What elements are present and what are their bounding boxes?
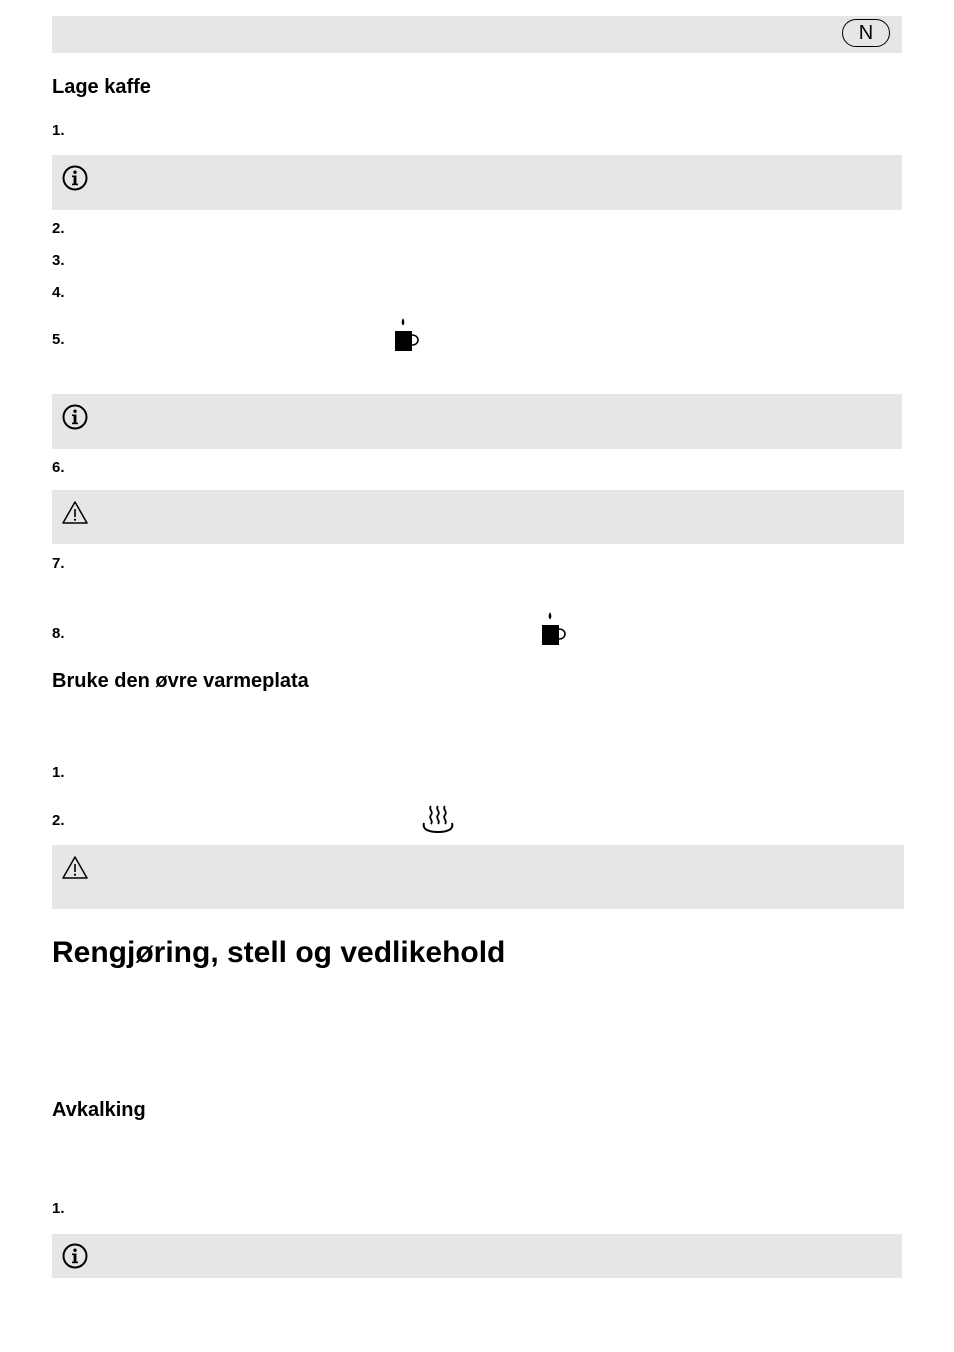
step-number: 3.	[52, 252, 65, 269]
chapter-title-rengjoring: Rengjøring, stell og vedlikehold	[52, 936, 506, 969]
coffee-cup-icon	[392, 317, 422, 353]
step-number: 2.	[52, 812, 65, 829]
info-box	[52, 394, 902, 449]
section-title-bruke-varmeplata: Bruke den øvre varmeplata	[52, 670, 309, 692]
info-box	[52, 1234, 902, 1278]
step-number: 1.	[52, 122, 65, 139]
step-number: 7.	[52, 555, 65, 572]
warning-box	[52, 490, 904, 544]
info-icon	[61, 403, 89, 431]
step-number: 4.	[52, 284, 65, 301]
language-badge: N	[842, 19, 890, 47]
coffee-cup-icon	[539, 611, 569, 647]
info-icon	[61, 1242, 89, 1270]
warning-icon	[61, 500, 89, 526]
step-number: 1.	[52, 764, 65, 781]
header-bar	[52, 16, 902, 53]
hotplate-icon	[420, 803, 456, 835]
info-box	[52, 155, 902, 210]
info-icon	[61, 164, 89, 192]
step-number: 2.	[52, 220, 65, 237]
warning-icon	[61, 855, 89, 881]
section-title-lage-kaffe: Lage kaffe	[52, 76, 151, 98]
step-number: 6.	[52, 459, 65, 476]
warning-box	[52, 845, 904, 909]
step-number: 8.	[52, 625, 65, 642]
section-title-avkalking: Avkalking	[52, 1099, 146, 1121]
step-number: 1.	[52, 1200, 65, 1217]
step-number: 5.	[52, 331, 65, 348]
